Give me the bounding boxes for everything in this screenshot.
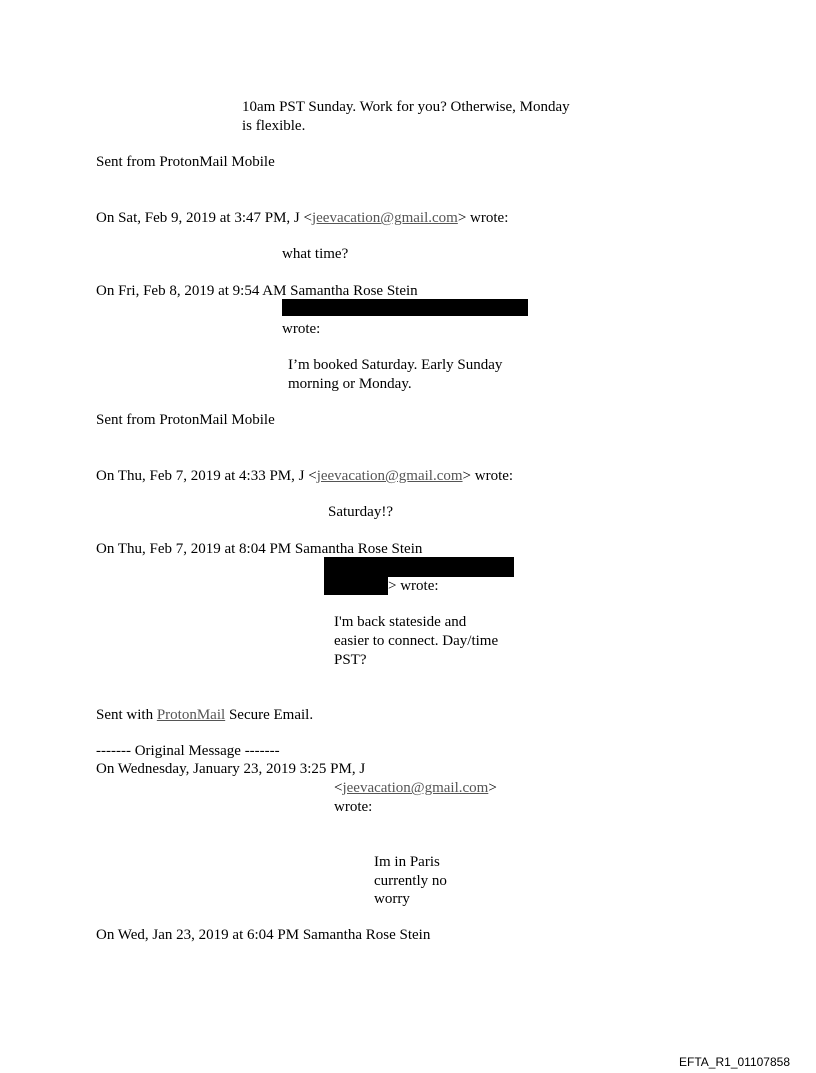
header-jan23-s: On Wed, Jan 23, 2019 at 6:04 PM Samantha Rose Stein (96, 927, 431, 943)
message-what-time: what time? (282, 246, 349, 262)
header-feb7-j (96, 467, 513, 486)
header-feb7-j-prefix: On Thu, Feb 7, 2019 at 4:33 PM, J < (96, 468, 317, 484)
email-link-jan23[interactable]: jeevacation@gmail.com (342, 780, 489, 796)
signature-secure-email (96, 706, 313, 725)
header-feb7-j-suffix: > wrote: (462, 468, 514, 484)
header-feb8-line-2: wrote: (282, 321, 321, 337)
reply-1-line-1: 10am PST Sunday. Work for you? Otherwise, Monday (242, 99, 570, 115)
header-feb9-prefix: On Sat, Feb 9, 2019 at 3:47 PM, J < (96, 210, 312, 226)
message-booked-line-2: morning or Monday. (288, 376, 412, 392)
signature-secure-prefix: Sent with (96, 707, 157, 723)
redaction-bar-feb7-bottom (324, 576, 388, 595)
signature-secure-suffix: Secure Email. (225, 707, 314, 723)
redaction-bar-feb7-top (324, 557, 514, 577)
bates-number: EFTA_R1_01107858 (679, 1055, 790, 1069)
header-feb9-suffix: > wrote: (457, 210, 509, 226)
header-feb7-s-line-2: > wrote: (388, 578, 439, 594)
message-paris-line-1: Im in Paris (374, 854, 440, 870)
header-feb9 (96, 209, 508, 228)
header-jan23-j-line-3: wrote: (334, 799, 373, 815)
redaction-bar-feb8 (282, 299, 528, 316)
message-saturday: Saturday!? (328, 504, 393, 520)
message-paris-line-2: currently no (374, 873, 447, 889)
header-feb8-line-1: On Fri, Feb 8, 2019 at 9:54 AM Samantha Rose Stein (96, 283, 418, 299)
header-jan23-j-email (334, 779, 497, 798)
email-link-feb7[interactable]: jeevacation@gmail.com (316, 468, 463, 484)
email-open-bracket: < (334, 780, 343, 796)
reply-1-line-2: is flexible. (242, 118, 306, 134)
message-stateside-line-3: PST? (334, 652, 367, 668)
email-close-bracket: > (488, 780, 497, 796)
email-link-feb9[interactable]: jeevacation@gmail.com (311, 210, 458, 226)
signature-mobile-1: Sent from ProtonMail Mobile (96, 154, 275, 170)
message-booked-line-1: I’m booked Saturday. Early Sunday (288, 357, 503, 373)
header-jan23-j-line-1: On Wednesday, January 23, 2019 3:25 PM, J (96, 761, 366, 777)
message-stateside-line-1: I'm back stateside and (334, 614, 467, 630)
header-feb7-s-line-1: On Thu, Feb 7, 2019 at 8:04 PM Samantha Rose Stein (96, 541, 423, 557)
signature-mobile-2: Sent from ProtonMail Mobile (96, 412, 275, 428)
message-paris-line-3: worry (374, 891, 410, 907)
original-message-divider: ------- Original Message ------- (96, 743, 280, 759)
protonmail-link[interactable]: ProtonMail (156, 707, 226, 723)
message-stateside-line-2: easier to connect. Day/time (334, 633, 499, 649)
